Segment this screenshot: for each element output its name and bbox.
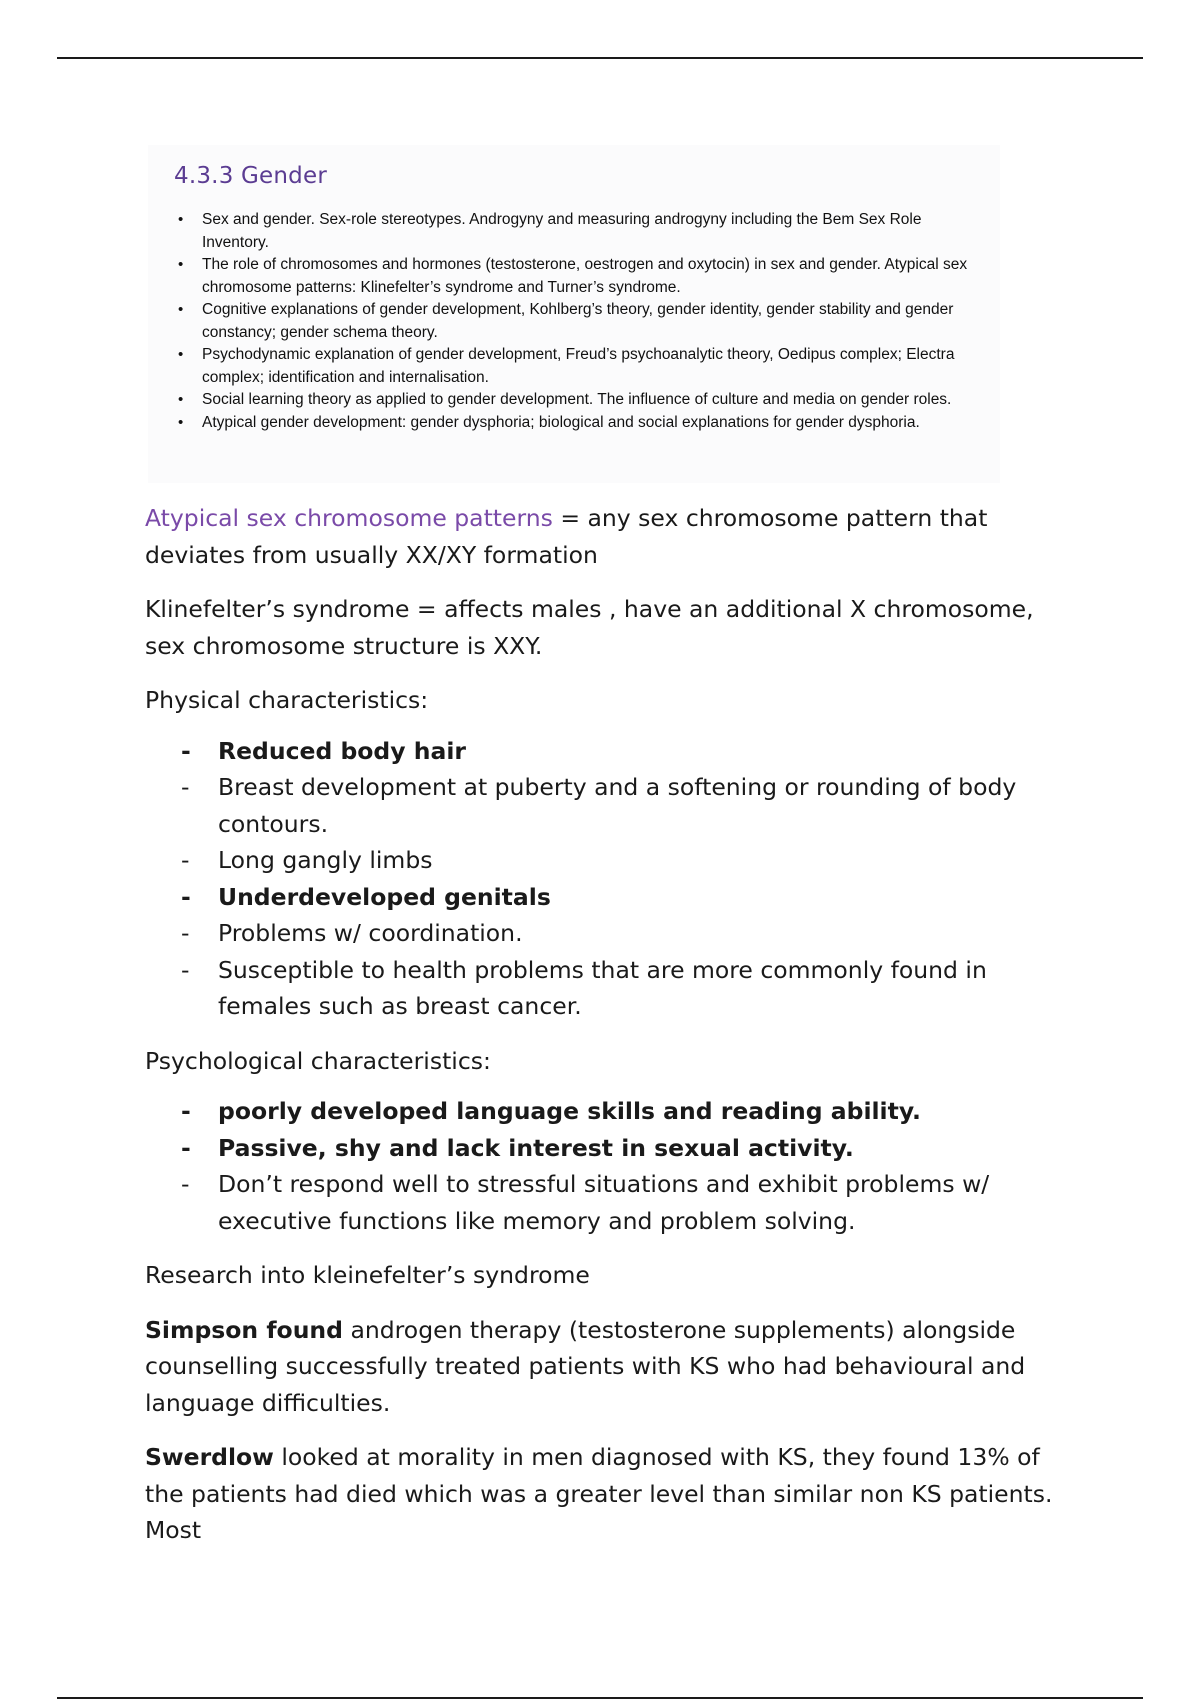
spec-item: • The role of chromosomes and hormones (testosterone, oestrogen and oxytocin) in sex and gender. Atypical sex chromosome patterns: Klinefelter’s syndrome and Turner’s syndrome. — [178, 254, 978, 299]
spec-item: • Sex and gender. Sex-role stereotypes. Androgyny and measuring androgyny including the Bem Sex Role Inventory. — [178, 209, 978, 254]
dash-bullet: - — [181, 882, 191, 911]
list-item-text: Problems w/ coordination. — [218, 919, 523, 947]
definition-paragraph — [145, 500, 1075, 573]
list-item-text: Don’t respond well to stressful situations and exhibit problems w/ executive functions like memory and problem solving. — [218, 1170, 990, 1235]
research-heading: Research into kleinefelter’s syndrome — [145, 1261, 590, 1289]
swerdlow-lead: Swerdlow — [145, 1443, 274, 1471]
psychological-list — [145, 1093, 1075, 1239]
simpson-lead: Simpson found — [145, 1315, 343, 1344]
spec-title: 4.3.3 Gender — [174, 163, 327, 189]
list-item — [145, 879, 1075, 916]
list-item — [145, 769, 1075, 842]
spec-bullet-list — [178, 209, 978, 434]
spec-item: • Cognitive explanations of gender development, Kohlberg’s theory, gender identity, gender stability and gender constancy; gender schema theory. — [178, 299, 978, 344]
dash-bullet: - — [181, 919, 190, 947]
list-item-text: Reduced body hair — [218, 736, 466, 765]
physical-list — [145, 733, 1075, 1025]
swerdlow-paragraph — [145, 1439, 1075, 1549]
specification-excerpt-image — [148, 145, 1000, 483]
dash-bullet: - — [181, 1170, 190, 1198]
psychological-heading: Psychological characteristics: — [145, 1046, 491, 1075]
swerdlow-text: looked at morality in men diagnosed with KS, they found 13% of the patients had died which was a greater level than similar non KS patients. Most — [145, 1443, 1053, 1544]
dash-bullet: - — [181, 846, 190, 874]
list-item-text: Passive, shy and lack interest in sexual activity. — [218, 1133, 854, 1162]
list-item-text: Breast development at puberty and a softening or rounding of body contours. — [218, 773, 1017, 838]
list-item-text: poorly developed language skills and reading ability. — [218, 1097, 921, 1125]
dash-bullet: - — [181, 773, 190, 801]
simpson-paragraph — [145, 1312, 1075, 1422]
definition-text: = any sex chromosome pattern that deviates from usually XX/XY formation — [145, 504, 988, 569]
spec-item: • Atypical gender development: gender dysphoria; biological and social explanations for gender dysphoria. — [178, 412, 978, 435]
list-item — [145, 842, 1075, 879]
list-item — [145, 1130, 1075, 1167]
list-item-text: Susceptible to health problems that are more commonly found in females such as breast cancer. — [218, 955, 987, 1020]
header-rule — [57, 57, 1143, 59]
dash-bullet: - — [181, 1133, 191, 1162]
simpson-text: androgen therapy (testosterone supplements) alongside counselling successfully treated patients with KS who had behavioural and language difficulties. — [145, 1315, 1026, 1417]
klinefelter-paragraph: Klinefelter’s syndrome = affects males , have an additional X chromosome, sex chromosome structure is XXY. — [145, 595, 1034, 660]
list-item — [145, 1093, 1075, 1130]
list-item-text: Underdeveloped genitals — [218, 882, 551, 911]
list-item-text: Long gangly limbs — [218, 846, 433, 874]
spec-item: • Social learning theory as applied to gender development. The influence of culture and media on gender roles. — [178, 389, 978, 412]
dash-bullet: - — [181, 1097, 191, 1125]
definition-term: Atypical sex chromosome patterns — [145, 504, 553, 532]
list-item — [145, 915, 1075, 952]
footer-rule — [57, 1697, 1143, 1699]
list-item — [145, 733, 1075, 770]
document-body — [145, 500, 1075, 1567]
physical-heading: Physical characteristics: — [145, 686, 429, 714]
list-item — [145, 952, 1075, 1025]
dash-bullet: - — [181, 736, 191, 765]
dash-bullet: - — [181, 955, 190, 984]
list-item — [145, 1166, 1075, 1239]
spec-item: • Psychodynamic explanation of gender development, Freud’s psychoanalytic theory, Oedipus complex; Electra complex; identification and internalisation. — [178, 344, 978, 389]
